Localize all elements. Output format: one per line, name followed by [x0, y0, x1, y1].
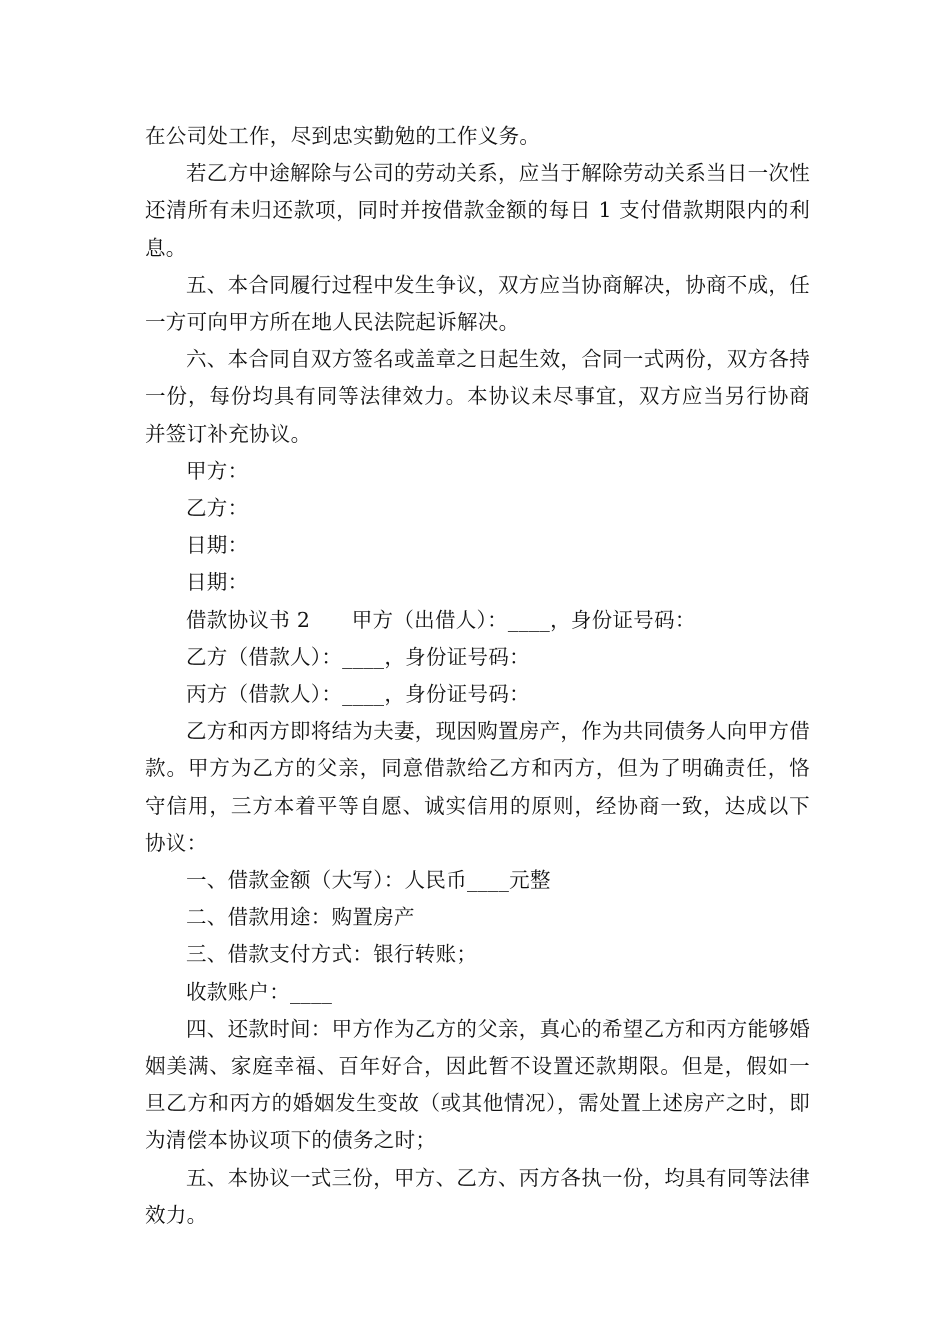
clause-repayment-time: 四、还款时间：甲方作为乙方的父亲，真心的希望乙方和丙方能够婚姻美满、家庭幸福、百年好合，因此暂不设置还款期限。但是，假如一旦乙方和丙方的婚姻发生变故（或其他情况），需处置上述房产之时，即为清偿本协议项下的债务之时； — [145, 1016, 810, 1153]
clause-receiving-account: 收款账户：____ — [186, 979, 333, 1004]
signature-party-b: 乙方： — [186, 496, 249, 521]
clause-loan-purpose: 二、借款用途：购置房产 — [186, 905, 415, 930]
paragraph-preamble: 乙方和丙方即将结为夫妻，现因购置房产，作为共同债务人向甲方借款。甲方为乙方的父亲，同意借款给乙方和丙方，但为了明确责任，恪守信用，三方本着平等自愿、诚实信用的原则，经协商一致，达成以下协议： — [145, 719, 810, 855]
paragraph-work-duty: 在公司处工作，尽到忠实勤勉的工作义务。 — [145, 124, 541, 148]
paragraph-effectiveness: 六、本合同自双方签名或盖章之日起生效，合同一式两份，双方各持一份，每份均具有同等法律效力。本协议未尽事宜，双方应当另行协商并签订补充协议。 — [145, 347, 810, 446]
paragraph-early-termination: 若乙方中途解除与公司的劳动关系，应当于解除劳动关系当日一次性还清所有未归还款项，同时并按借款金额的每日 1 支付借款期限内的利息。 — [145, 161, 810, 260]
party-c-line: 丙方（借款人）：____，身份证号码： — [186, 682, 530, 707]
paragraph-dispute-resolution: 五、本合同履行过程中发生争议，双方应当协商解决，协商不成，任一方可向甲方所在地人民法院起诉解决。 — [145, 272, 810, 335]
clause-payment-method: 三、借款支付方式：银行转账； — [186, 942, 478, 967]
party-b-line: 乙方（借款人）：____，身份证号码： — [186, 644, 530, 669]
clause-loan-amount: 一、借款金额（大写）：人民币____元整 — [186, 868, 551, 893]
signature-date-2: 日期： — [186, 570, 249, 595]
signature-party-a: 甲方： — [186, 458, 249, 483]
clause-copies: 五、本协议一式三份，甲方、乙方、丙方各执一份，均具有同等法律效力。 — [145, 1165, 810, 1227]
document-body — [145, 118, 810, 1234]
signature-date-1: 日期： — [186, 533, 249, 558]
agreement-2-heading-party-a: 借款协议书 2 甲方（出借人）：____，身份证号码： — [186, 607, 696, 632]
